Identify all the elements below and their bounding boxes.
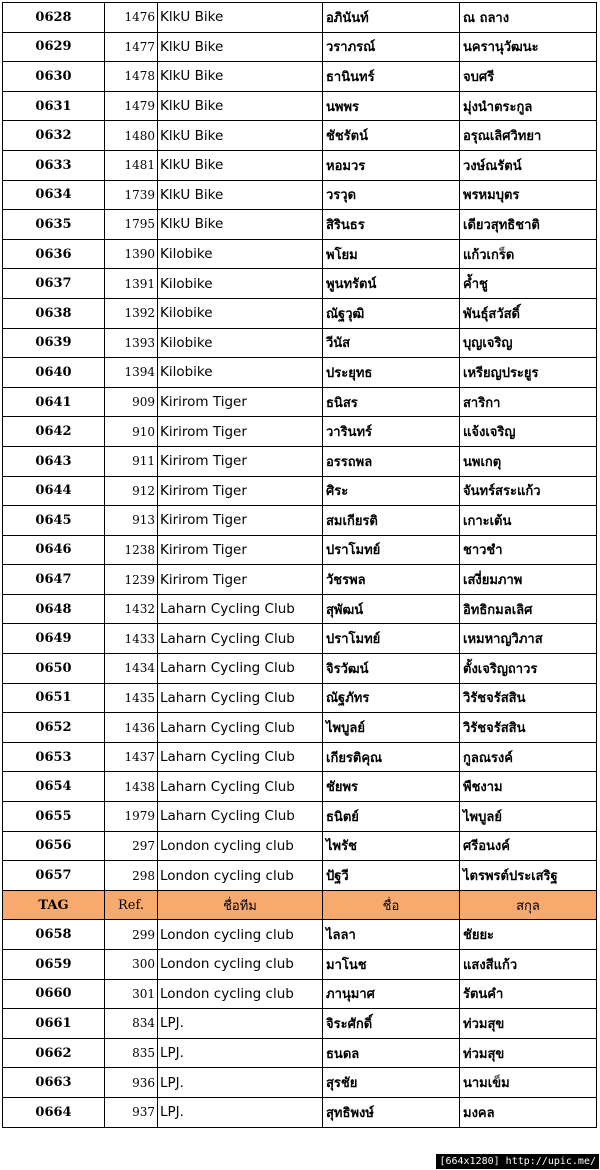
last-name-cell: จบศรี bbox=[460, 62, 597, 92]
first-name-cell: ธานินทร์ bbox=[323, 62, 460, 92]
team-cell: Kirirom Tiger bbox=[158, 476, 323, 506]
team-cell: London cycling club bbox=[158, 831, 323, 861]
team-cell: Laharn Cycling Club bbox=[158, 594, 323, 624]
table-row bbox=[3, 1038, 597, 1068]
ref-cell: 299 bbox=[105, 920, 158, 950]
table-row bbox=[3, 269, 597, 299]
last-name-cell: บุญเจริญ bbox=[460, 328, 597, 358]
last-name-cell: พรหมบุตร bbox=[460, 180, 597, 210]
tag-cell: 0639 bbox=[3, 328, 105, 358]
first-name-cell: สิรินธร bbox=[323, 210, 460, 240]
table-row bbox=[3, 950, 597, 980]
table-row bbox=[3, 62, 597, 92]
table-row bbox=[3, 180, 597, 210]
table-row bbox=[3, 328, 597, 358]
team-cell: Laharn Cycling Club bbox=[158, 802, 323, 832]
first-name-cell: ณัฐวุฒิ bbox=[323, 298, 460, 328]
table-row bbox=[3, 506, 597, 536]
first-name-cell: ปราโมทย์ bbox=[323, 624, 460, 654]
last-name-cell: ณ ถลาง bbox=[460, 3, 597, 33]
ref-cell: 1239 bbox=[105, 565, 158, 595]
first-name-cell: หอมวร bbox=[323, 150, 460, 180]
table-row bbox=[3, 920, 597, 950]
team-cell: LPJ. bbox=[158, 1097, 323, 1127]
team-cell: Kilobike bbox=[158, 239, 323, 269]
header-first-name: ชื่อ bbox=[323, 890, 460, 920]
team-cell: Kirirom Tiger bbox=[158, 535, 323, 565]
first-name-cell: สุรชัย bbox=[323, 1068, 460, 1098]
team-cell: London cycling club bbox=[158, 920, 323, 950]
ref-cell: 1393 bbox=[105, 328, 158, 358]
team-cell: LPJ. bbox=[158, 1038, 323, 1068]
last-name-cell: พืชงาม bbox=[460, 772, 597, 802]
table-row bbox=[3, 121, 597, 151]
ref-cell: 1392 bbox=[105, 298, 158, 328]
team-cell: Kirirom Tiger bbox=[158, 446, 323, 476]
ref-cell: 1437 bbox=[105, 742, 158, 772]
first-name-cell: วีนัส bbox=[323, 328, 460, 358]
header-team: ชื่อทีม bbox=[158, 890, 323, 920]
ref-cell: 1795 bbox=[105, 210, 158, 240]
team-cell: London cycling club bbox=[158, 950, 323, 980]
last-name-cell: แจ้งเจริญ bbox=[460, 417, 597, 447]
first-name-cell: วัชรพล bbox=[323, 565, 460, 595]
table-body-lower bbox=[3, 920, 597, 1127]
tag-cell: 0637 bbox=[3, 269, 105, 299]
last-name-cell: สาริกา bbox=[460, 387, 597, 417]
ref-cell: 912 bbox=[105, 476, 158, 506]
table-header bbox=[3, 890, 597, 920]
tag-cell: 0657 bbox=[3, 861, 105, 891]
last-name-cell: ท่วมสุข bbox=[460, 1038, 597, 1068]
registration-sheet bbox=[2, 2, 596, 1128]
tag-cell: 0653 bbox=[3, 742, 105, 772]
last-name-cell: ชาวชำ bbox=[460, 535, 597, 565]
tag-cell: 0631 bbox=[3, 91, 105, 121]
tag-cell: 0659 bbox=[3, 950, 105, 980]
ref-cell: 1432 bbox=[105, 594, 158, 624]
ref-cell: 913 bbox=[105, 506, 158, 536]
first-name-cell: ชัชรัตน์ bbox=[323, 121, 460, 151]
team-cell: Kilobike bbox=[158, 328, 323, 358]
tag-cell: 0663 bbox=[3, 1068, 105, 1098]
first-name-cell: มาโนช bbox=[323, 950, 460, 980]
last-name-cell: วิรัชจรัสสิน bbox=[460, 713, 597, 743]
ref-cell: 301 bbox=[105, 979, 158, 1009]
ref-cell: 298 bbox=[105, 861, 158, 891]
first-name-cell: เกียรติคุณ bbox=[323, 742, 460, 772]
tag-cell: 0658 bbox=[3, 920, 105, 950]
last-name-cell: เสงี่ยมภาพ bbox=[460, 565, 597, 595]
table-row bbox=[3, 387, 597, 417]
ref-cell: 1481 bbox=[105, 150, 158, 180]
table-row bbox=[3, 742, 597, 772]
last-name-cell: นครานุวัฒนะ bbox=[460, 32, 597, 62]
tag-cell: 0656 bbox=[3, 831, 105, 861]
tag-cell: 0633 bbox=[3, 150, 105, 180]
table-row bbox=[3, 772, 597, 802]
last-name-cell: อรุณเลิศวิทยา bbox=[460, 121, 597, 151]
table-row bbox=[3, 654, 597, 684]
header-row bbox=[3, 890, 597, 920]
team-cell: Kirirom Tiger bbox=[158, 387, 323, 417]
team-cell: KlkU Bike bbox=[158, 3, 323, 33]
team-cell: Laharn Cycling Club bbox=[158, 683, 323, 713]
table-row bbox=[3, 298, 597, 328]
first-name-cell: ไพรัช bbox=[323, 831, 460, 861]
last-name-cell: มุ่งนำตระกูล bbox=[460, 91, 597, 121]
tag-cell: 0654 bbox=[3, 772, 105, 802]
team-cell: Kirirom Tiger bbox=[158, 565, 323, 595]
tag-cell: 0629 bbox=[3, 32, 105, 62]
first-name-cell: จิรวัฒน์ bbox=[323, 654, 460, 684]
first-name-cell: อรรถพล bbox=[323, 446, 460, 476]
team-cell: Laharn Cycling Club bbox=[158, 772, 323, 802]
last-name-cell: พันธุ์สวัสดิ์ bbox=[460, 298, 597, 328]
table-row bbox=[3, 150, 597, 180]
team-cell: KlkU Bike bbox=[158, 150, 323, 180]
table-row bbox=[3, 32, 597, 62]
team-cell: Kilobike bbox=[158, 298, 323, 328]
tag-cell: 0632 bbox=[3, 121, 105, 151]
first-name-cell: พโยม bbox=[323, 239, 460, 269]
team-cell: KlkU Bike bbox=[158, 91, 323, 121]
tag-cell: 0650 bbox=[3, 654, 105, 684]
table-row bbox=[3, 861, 597, 891]
tag-cell: 0640 bbox=[3, 358, 105, 388]
table-row bbox=[3, 446, 597, 476]
ref-cell: 1438 bbox=[105, 772, 158, 802]
tag-cell: 0646 bbox=[3, 535, 105, 565]
tag-cell: 0642 bbox=[3, 417, 105, 447]
last-name-cell: จันทร์สระแก้ว bbox=[460, 476, 597, 506]
ref-cell: 1479 bbox=[105, 91, 158, 121]
ref-cell: 834 bbox=[105, 1009, 158, 1039]
team-cell: Laharn Cycling Club bbox=[158, 713, 323, 743]
ref-cell: 936 bbox=[105, 1068, 158, 1098]
header-tag: TAG bbox=[3, 890, 105, 920]
last-name-cell: เหมหาญวิภาส bbox=[460, 624, 597, 654]
ref-cell: 910 bbox=[105, 417, 158, 447]
last-name-cell: ไพบูลย์ bbox=[460, 802, 597, 832]
first-name-cell: ศิระ bbox=[323, 476, 460, 506]
table-row bbox=[3, 1009, 597, 1039]
table-row bbox=[3, 565, 597, 595]
last-name-cell: กูลณรงค์ bbox=[460, 742, 597, 772]
first-name-cell: พูนทรัตน์ bbox=[323, 269, 460, 299]
tag-cell: 0635 bbox=[3, 210, 105, 240]
team-cell: KlkU Bike bbox=[158, 32, 323, 62]
first-name-cell: วารินทร์ bbox=[323, 417, 460, 447]
last-name-cell: เหรียญประยูร bbox=[460, 358, 597, 388]
table-row bbox=[3, 210, 597, 240]
ref-cell: 1477 bbox=[105, 32, 158, 62]
last-name-cell: วิรัชจรัสสิน bbox=[460, 683, 597, 713]
header-ref: Ref. bbox=[105, 890, 158, 920]
ref-cell: 1390 bbox=[105, 239, 158, 269]
tag-cell: 0643 bbox=[3, 446, 105, 476]
team-cell: Kilobike bbox=[158, 269, 323, 299]
team-cell: Laharn Cycling Club bbox=[158, 624, 323, 654]
table-row bbox=[3, 476, 597, 506]
tag-cell: 0660 bbox=[3, 979, 105, 1009]
tag-cell: 0662 bbox=[3, 1038, 105, 1068]
team-cell: KlkU Bike bbox=[158, 210, 323, 240]
header-last-name: สกุล bbox=[460, 890, 597, 920]
first-name-cell: สมเกียรติ bbox=[323, 506, 460, 536]
last-name-cell: ตั้งเจริญถาวร bbox=[460, 654, 597, 684]
tag-cell: 0661 bbox=[3, 1009, 105, 1039]
tag-cell: 0634 bbox=[3, 180, 105, 210]
first-name-cell: ประยุทธ bbox=[323, 358, 460, 388]
table-row bbox=[3, 417, 597, 447]
team-cell: Kirirom Tiger bbox=[158, 417, 323, 447]
table-row bbox=[3, 831, 597, 861]
ref-cell: 1480 bbox=[105, 121, 158, 151]
first-name-cell: สุทธิพงษ์ bbox=[323, 1097, 460, 1127]
last-name-cell: ชัยยะ bbox=[460, 920, 597, 950]
team-cell: KlkU Bike bbox=[158, 180, 323, 210]
tag-cell: 0648 bbox=[3, 594, 105, 624]
table-row bbox=[3, 594, 597, 624]
last-name-cell: มงคล bbox=[460, 1097, 597, 1127]
tag-cell: 0647 bbox=[3, 565, 105, 595]
tag-cell: 0641 bbox=[3, 387, 105, 417]
team-cell: LPJ. bbox=[158, 1009, 323, 1039]
last-name-cell: แสงสีแก้ว bbox=[460, 950, 597, 980]
ref-cell: 911 bbox=[105, 446, 158, 476]
table-row bbox=[3, 1097, 597, 1127]
first-name-cell: ธนดล bbox=[323, 1038, 460, 1068]
last-name-cell: อิทธิกมลเลิศ bbox=[460, 594, 597, 624]
tag-cell: 0651 bbox=[3, 683, 105, 713]
first-name-cell: ปัฐวี bbox=[323, 861, 460, 891]
team-cell: Laharn Cycling Club bbox=[158, 742, 323, 772]
tag-cell: 0655 bbox=[3, 802, 105, 832]
tag-cell: 0649 bbox=[3, 624, 105, 654]
ref-cell: 909 bbox=[105, 387, 158, 417]
last-name-cell: นามเข็ม bbox=[460, 1068, 597, 1098]
ref-cell: 1739 bbox=[105, 180, 158, 210]
table-row bbox=[3, 3, 597, 33]
ref-cell: 1434 bbox=[105, 654, 158, 684]
team-cell: Laharn Cycling Club bbox=[158, 654, 323, 684]
team-cell: Kilobike bbox=[158, 358, 323, 388]
table-row bbox=[3, 239, 597, 269]
last-name-cell: เกาะเต้น bbox=[460, 506, 597, 536]
table-body-upper bbox=[3, 3, 597, 891]
ref-cell: 1433 bbox=[105, 624, 158, 654]
tag-cell: 0636 bbox=[3, 239, 105, 269]
last-name-cell: แก้วเกร็ด bbox=[460, 239, 597, 269]
tag-cell: 0638 bbox=[3, 298, 105, 328]
table-row bbox=[3, 1068, 597, 1098]
ref-cell: 1979 bbox=[105, 802, 158, 832]
table-row bbox=[3, 624, 597, 654]
team-cell: Kirirom Tiger bbox=[158, 506, 323, 536]
ref-cell: 1391 bbox=[105, 269, 158, 299]
last-name-cell: ท่วมสุข bbox=[460, 1009, 597, 1039]
tag-cell: 0628 bbox=[3, 3, 105, 33]
tag-cell: 0652 bbox=[3, 713, 105, 743]
team-cell: London cycling club bbox=[158, 979, 323, 1009]
last-name-cell: วงษ์ณรัตน์ bbox=[460, 150, 597, 180]
ref-cell: 1435 bbox=[105, 683, 158, 713]
ref-cell: 1394 bbox=[105, 358, 158, 388]
watermark: [664x1280] http://upic.me/ bbox=[436, 1154, 599, 1169]
first-name-cell: ไลลา bbox=[323, 920, 460, 950]
table-row bbox=[3, 91, 597, 121]
participants-table bbox=[2, 2, 597, 1128]
table-row bbox=[3, 802, 597, 832]
ref-cell: 835 bbox=[105, 1038, 158, 1068]
first-name-cell: ภานุมาศ bbox=[323, 979, 460, 1009]
ref-cell: 1238 bbox=[105, 535, 158, 565]
first-name-cell: สุพัฒน์ bbox=[323, 594, 460, 624]
table-row bbox=[3, 713, 597, 743]
last-name-cell: นพเกตุ bbox=[460, 446, 597, 476]
first-name-cell: นพพร bbox=[323, 91, 460, 121]
first-name-cell: ปราโมทย์ bbox=[323, 535, 460, 565]
first-name-cell: วราภรณ์ bbox=[323, 32, 460, 62]
first-name-cell: อภินันท์ bbox=[323, 3, 460, 33]
first-name-cell: ธนิตย์ bbox=[323, 802, 460, 832]
table-row bbox=[3, 683, 597, 713]
first-name-cell: ชัยพร bbox=[323, 772, 460, 802]
first-name-cell: จิระศักดิ์ bbox=[323, 1009, 460, 1039]
last-name-cell: รัตนคำ bbox=[460, 979, 597, 1009]
first-name-cell: วรวุด bbox=[323, 180, 460, 210]
ref-cell: 1476 bbox=[105, 3, 158, 33]
table-row bbox=[3, 535, 597, 565]
tag-cell: 0664 bbox=[3, 1097, 105, 1127]
tag-cell: 0630 bbox=[3, 62, 105, 92]
last-name-cell: เดียวสุทธิชาติ bbox=[460, 210, 597, 240]
table-row bbox=[3, 979, 597, 1009]
last-name-cell: ศรีอนงค์ bbox=[460, 831, 597, 861]
first-name-cell: ธนิสร bbox=[323, 387, 460, 417]
ref-cell: 297 bbox=[105, 831, 158, 861]
ref-cell: 300 bbox=[105, 950, 158, 980]
team-cell: LPJ. bbox=[158, 1068, 323, 1098]
team-cell: KlkU Bike bbox=[158, 62, 323, 92]
table-row bbox=[3, 358, 597, 388]
ref-cell: 1436 bbox=[105, 713, 158, 743]
tag-cell: 0644 bbox=[3, 476, 105, 506]
team-cell: KlkU Bike bbox=[158, 121, 323, 151]
last-name-cell: ไตรพรต์ประเสริฐ bbox=[460, 861, 597, 891]
ref-cell: 937 bbox=[105, 1097, 158, 1127]
first-name-cell: ไพบูลย์ bbox=[323, 713, 460, 743]
first-name-cell: ณัฐภัทร bbox=[323, 683, 460, 713]
tag-cell: 0645 bbox=[3, 506, 105, 536]
ref-cell: 1478 bbox=[105, 62, 158, 92]
team-cell: London cycling club bbox=[158, 861, 323, 891]
last-name-cell: ค้ำชู bbox=[460, 269, 597, 299]
